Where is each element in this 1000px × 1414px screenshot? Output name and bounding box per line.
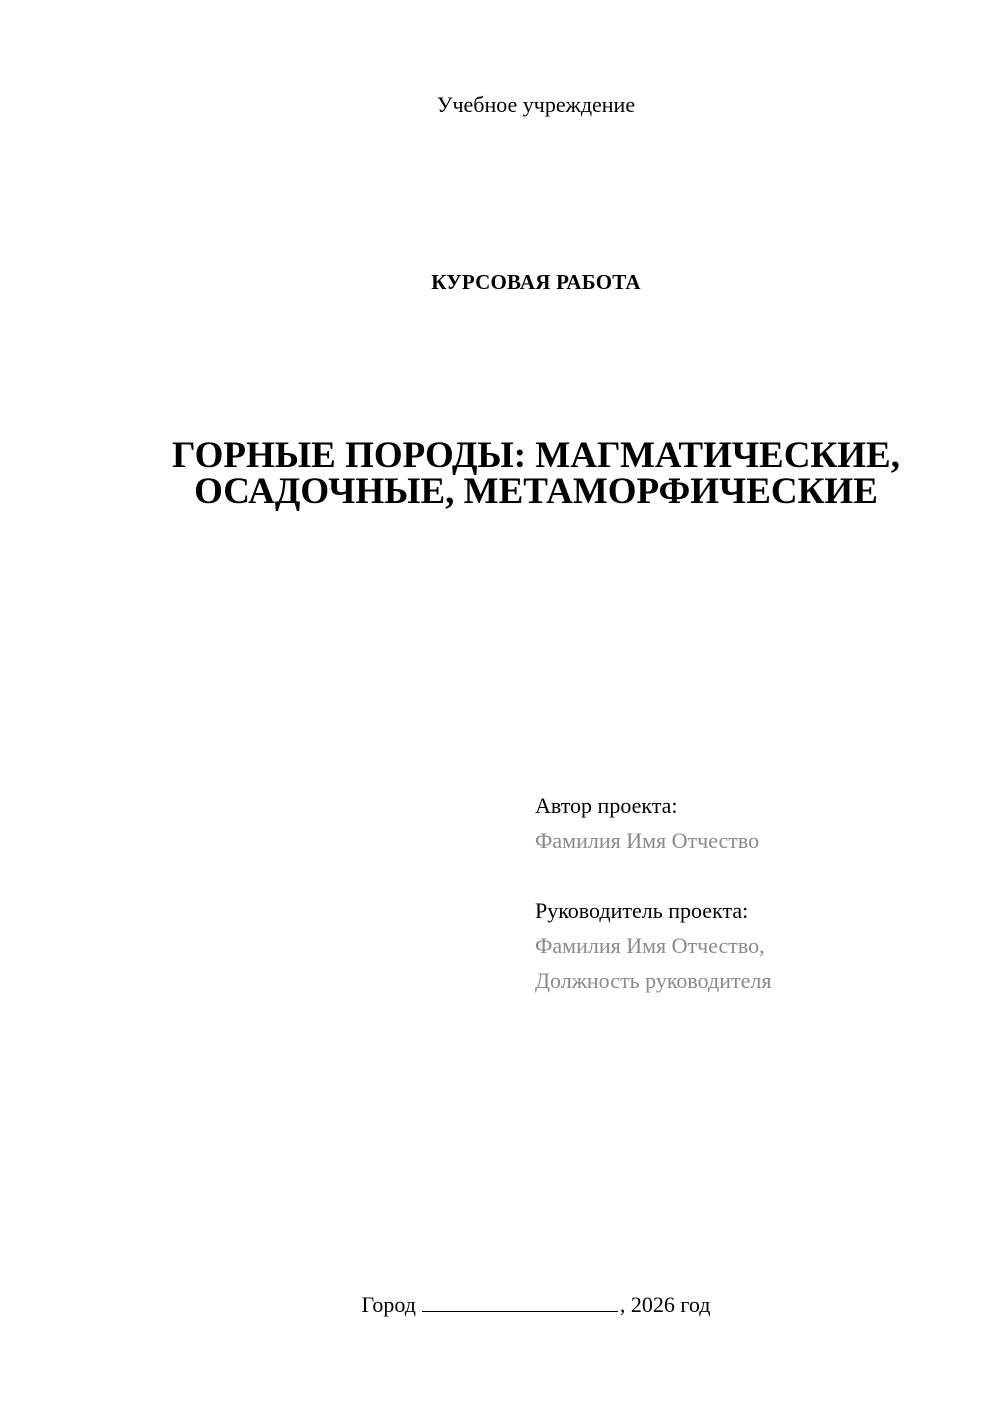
city-label: Город: [361, 1292, 416, 1317]
work-title: [100, 435, 972, 512]
year-text: , 2026 год: [619, 1292, 711, 1317]
supervisor-position: Должность руководителя: [535, 968, 772, 993]
author-label: Автор проекта:: [535, 793, 678, 818]
work-title-line-1: ГОРНЫЕ ПОРОДЫ: МАГМАТИЧЕСКИЕ,: [172, 435, 900, 476]
institution-name: Учебное учреждение: [436, 92, 636, 117]
supervisor-label: Руководитель проекта:: [535, 898, 749, 923]
city-blank-line: [422, 1289, 618, 1312]
author-name: Фамилия Имя Отчество: [535, 828, 760, 853]
work-title-line-2: ОСАДОЧНЫЕ, МЕТАМОРФИЧЕСКИЕ: [194, 471, 878, 512]
work-type: КУРСОВАЯ РАБОТА: [431, 270, 641, 294]
project-people: [535, 788, 975, 998]
supervisor-name: Фамилия Имя Отчество,: [535, 933, 765, 958]
footer-city-year: [0, 1289, 1000, 1320]
spacer: [535, 858, 975, 893]
